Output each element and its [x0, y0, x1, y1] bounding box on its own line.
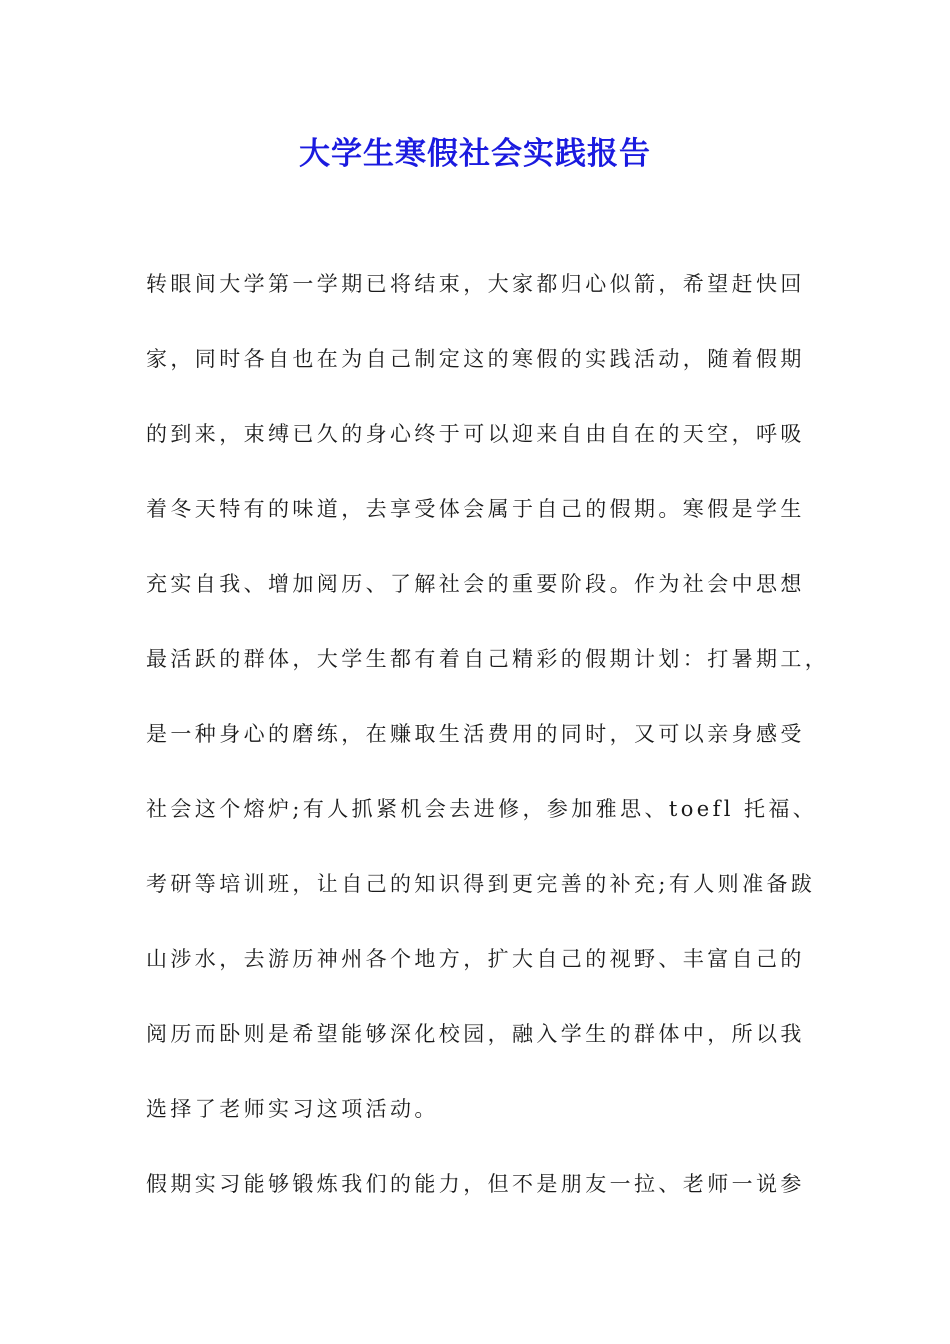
- paragraph-line: 转眼间大学第一学期已将结束，大家都归心似箭，希望赶快回: [146, 272, 805, 296]
- paragraph-line: 着冬天特有的味道，去享受体会属于自己的假期。寒假是学生: [146, 497, 805, 521]
- paragraph-line: 最活跃的群体，大学生都有着自己精彩的假期计划：打暑期工，: [146, 647, 830, 671]
- paragraph-line: 是一种身心的磨练，在赚取生活费用的同时，又可以亲身感受: [146, 722, 805, 746]
- paragraph-line: 阅历而卧则是希望能够深化校园，融入学生的群体中，所以我: [146, 1022, 805, 1046]
- paragraph-line: 考研等培训班，让自己的知识得到更完善的补充;有人则准备跋: [146, 872, 816, 896]
- paragraph-line: 充实自我、增加阅历、了解社会的重要阶段。作为社会中思想: [146, 572, 805, 596]
- paragraph-line: 家，同时各自也在为自己制定这的寒假的实践活动，随着假期: [146, 347, 805, 371]
- paragraph-line: 的到来，束缚已久的身心终于可以迎来自由自在的天空，呼吸: [146, 422, 805, 446]
- document-title: 大学生寒假社会实践报告: [299, 136, 651, 172]
- paragraph-line: 山涉水，去游历神州各个地方，扩大自己的视野、丰富自己的: [146, 947, 805, 971]
- paragraph-line: 社会这个熔炉;有人抓紧机会去进修，参加雅思、toefl 托福、: [146, 797, 818, 821]
- paragraph-line: 假期实习能够锻炼我们的能力，但不是朋友一拉、老师一说参: [146, 1172, 805, 1196]
- paragraph-line: 选择了老师实习这项活动。: [146, 1097, 439, 1121]
